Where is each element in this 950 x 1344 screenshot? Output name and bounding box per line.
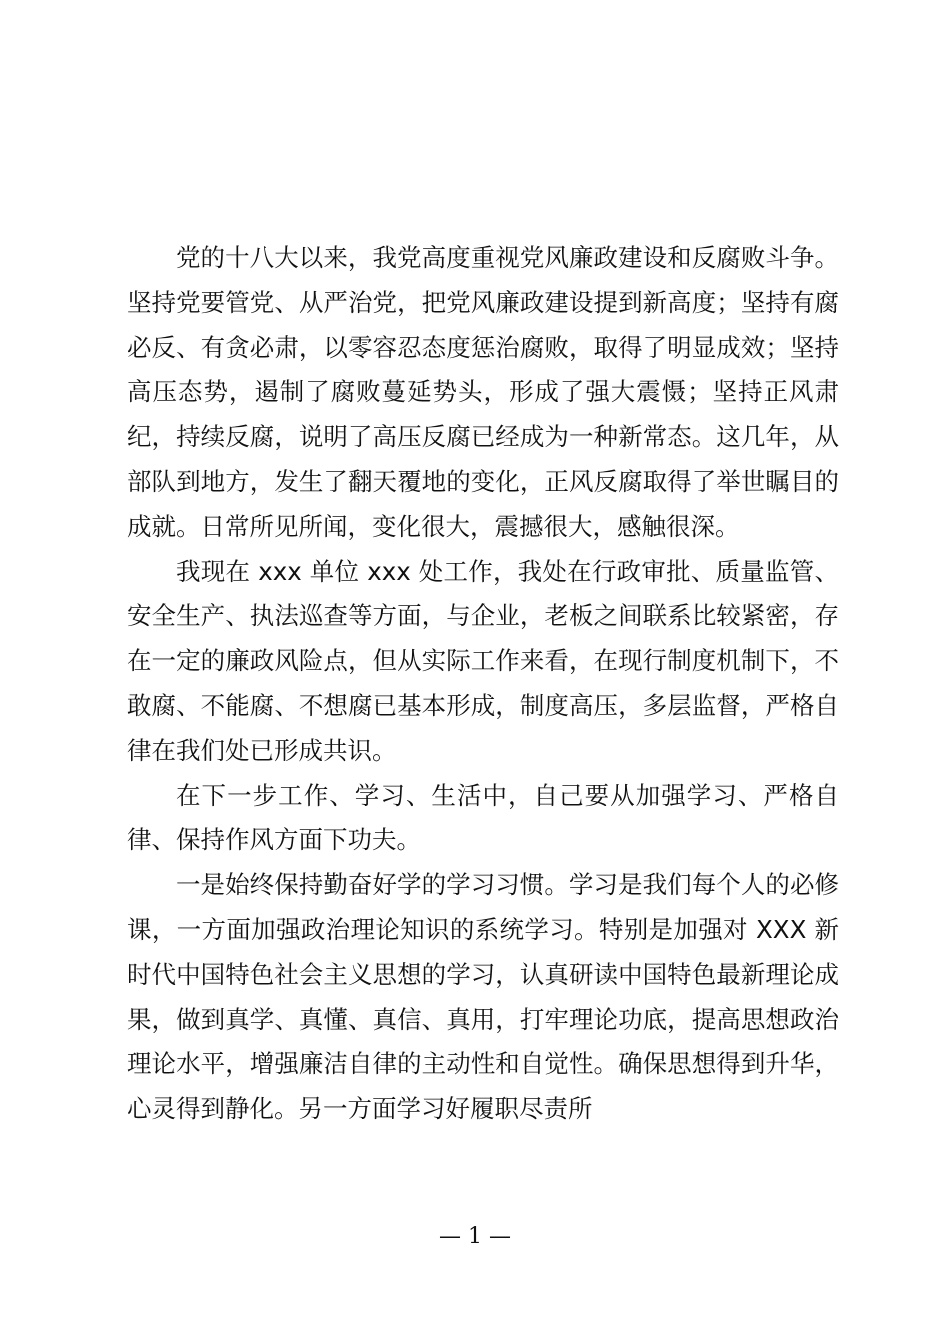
paragraph-3: 在下一步工作、学习、生活中，自己要从加强学习、严格自律、保持作风方面下功夫。 <box>127 780 839 855</box>
page-number: — 1 — <box>439 1224 511 1249</box>
paragraph-1: 党的十八大以来，我党高度重视党风廉政建设和反腐败斗争。坚持党要管党、从严治党，把党风廉政建设提到新高度；坚持有腐必反、有贪必肃，以零容忍态度惩治腐败，取得了明显成效；坚持高压态势，遏制了腐败蔓延势头，形成了强大震慑；坚持正风肃纪，持续反腐，说明了高压反腐已经成为一种新常态。这几年，从部队到地方，发生了翻天覆地的变化，正风反腐取得了举世瞩目的成就。日常所见所闻，变化很大，震撼很大，感触很深。 <box>127 243 839 541</box>
paragraph-4: 一是始终保持勤奋好学的学习习惯。学习是我们每个人的必修课，一方面加强政治理论知识的系统学习。特别是加强对 XXX 新时代中国特色社会主义思想的学习，认真研读中国特色最新理论成果，做到真学、真懂、真信、真用，打牢理论功底，提高思想政治理论水平，增强廉洁自律的主动性和自觉性。确保思想得到升华，心灵得到静化。另一方面学习好履职尽责所 <box>127 870 839 1124</box>
document-body <box>127 236 839 1132</box>
paragraph-2: 我现在 xxx 单位 xxx 处工作，我处在行政审批、质量监管、安全生产、执法巡查等方面，与企业，老板之间联系比较紧密，存在一定的廉政风险点，但从实际工作来看，在现行制度机制下，不敢腐、不能腐、不想腐已基本形成，制度高压，多层监督，严格自律在我们处已形成共识。 <box>127 556 839 765</box>
